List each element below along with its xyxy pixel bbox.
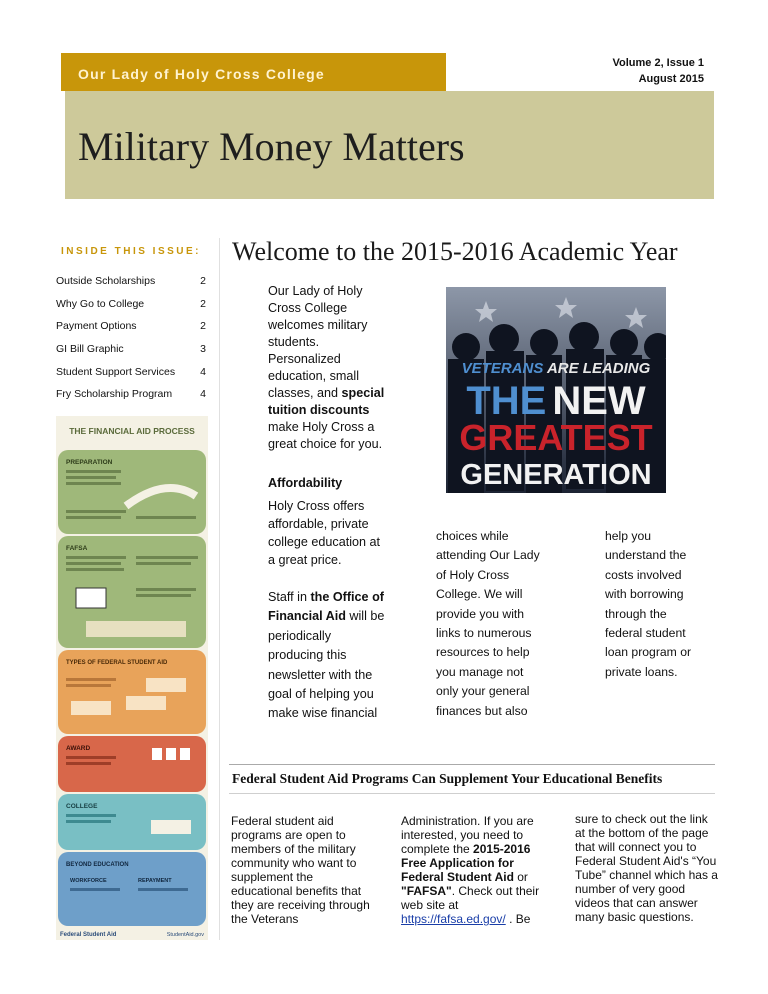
affordability-heading: Affordability <box>268 476 343 490</box>
section-beyond: BEYOND EDUCATION <box>66 862 129 868</box>
table-of-contents <box>56 270 206 406</box>
section-repayment: REPAYMENT <box>138 878 172 884</box>
toc-page: 2 <box>200 297 206 310</box>
toc-item[interactable] <box>56 360 206 383</box>
fafsa-application-name: 2015-2016 Free Application for Federal Student Aid <box>401 842 531 884</box>
intro-paragraph <box>268 283 386 453</box>
fafsa-acronym: "FAFSA" <box>401 884 452 898</box>
federal-col2-or: or <box>513 870 528 884</box>
studentaid-url: StudentAid.gov <box>166 932 204 938</box>
federal-aid-heading: Federal Student Aid Programs Can Supplement Your Educational Benefits <box>232 771 663 786</box>
section-workforce: WORKFORCE <box>70 878 107 884</box>
federal-col2-end: . Be <box>505 912 531 926</box>
toc-page: 3 <box>200 343 206 356</box>
toc-label: Student Support Services <box>56 365 176 378</box>
affordability-text: Holy Cross offers affordable, private college education at a great price. <box>268 499 381 567</box>
intro-bold: special tuition discounts <box>268 386 385 417</box>
toc-label: Outside Scholarships <box>56 275 156 288</box>
infographic-title: THE FINANCIAL AID PROCESS <box>69 426 195 436</box>
welcome-heading: Welcome to the 2015-2016 Academic Year <box>232 237 678 266</box>
staff-text: Staff in <box>268 590 311 604</box>
veterans-poster-image <box>446 287 666 493</box>
toc-label: Payment Options <box>56 320 137 333</box>
welcome-column-1 <box>268 283 386 724</box>
section-rule-top <box>229 764 715 765</box>
section-fafsa: FAFSA <box>66 545 88 552</box>
federal-student-aid-logo: Federal Student Aid <box>60 932 117 938</box>
section-award: AWARD <box>66 745 91 752</box>
toc-item[interactable] <box>56 315 206 338</box>
toc-item[interactable] <box>56 338 206 361</box>
toc-page: 4 <box>200 365 206 378</box>
toc-label: Why Go to College <box>56 297 145 310</box>
issue-info <box>612 55 704 87</box>
staff-paragraph <box>268 588 386 724</box>
section-rule-bottom <box>229 793 715 794</box>
date-label: August 2015 <box>638 73 704 85</box>
volume-label: Volume 2, Issue 1 <box>612 57 704 69</box>
toc-page: 4 <box>200 388 206 401</box>
toc-item[interactable] <box>56 383 206 406</box>
federal-col2-text-2: . Check out their web site at <box>401 884 540 912</box>
inside-issue-heading: INSIDE THIS ISSUE: <box>61 246 202 257</box>
federal-column-3: sure to check out the link at the bottom of the page that will connect you to Federal Student Aid's “You Tube” channel which has a number of very good videos that can answer many basic questions. <box>575 812 718 924</box>
staff-bold: the Office of Financial Aid <box>268 590 384 624</box>
title-band <box>65 91 714 199</box>
financial-aid-process-infographic <box>56 416 208 940</box>
toc-label: Fry Scholarship Program <box>56 388 173 401</box>
fafsa-link[interactable]: https://fafsa.ed.gov/ <box>401 912 506 926</box>
toc-page: 2 <box>200 275 206 288</box>
welcome-column-2: choices while attending Our Lady of Holy Cross College. We will provide you with links to numerous resources to help you manage not only your general finances but also <box>436 529 540 718</box>
federal-col2-text: Administration. If you are interested, you need to complete the <box>401 814 534 856</box>
toc-label: GI Bill Graphic <box>56 343 124 356</box>
toc-item[interactable] <box>56 270 206 293</box>
college-name: Our Lady of Holy Cross College <box>78 66 325 82</box>
federal-column-2 <box>401 814 543 940</box>
intro-text-end: make Holy Cross a great choice for you. <box>268 420 383 451</box>
poster-drawing <box>446 287 666 493</box>
poster-line-2: THE NEW <box>466 379 646 423</box>
section-preparation: PREPARATION <box>66 459 113 466</box>
newsletter-title: Military Money Matters <box>78 124 465 169</box>
poster-line-3: GREATEST <box>459 417 653 458</box>
section-college: COLLEGE <box>66 803 98 810</box>
college-banner <box>61 53 446 91</box>
section-types-of-aid: TYPES OF FEDERAL STUDENT AID <box>66 660 168 666</box>
toc-page: 2 <box>200 320 206 333</box>
intro-text: Our Lady of Holy Cross College welcomes military students. Personalized education, small classes, and <box>268 284 368 400</box>
staff-text-end: will be periodically producing this newsletter with the goal of helping you make wise financial <box>268 609 385 721</box>
column-divider <box>219 238 220 940</box>
poster-line-4: GENERATION <box>460 459 652 491</box>
infographic-drawing <box>56 416 208 940</box>
federal-column-1: Federal student aid programs are open to members of the military community who want to supplement the educational benefits that they are receiving through the Veterans <box>231 814 370 926</box>
poster-line-1: VETERANS ARE LEADING <box>461 360 651 377</box>
toc-item[interactable] <box>56 293 206 316</box>
welcome-column-3: help you understand the costs involved with borrowing through the federal student loan program or private loans. <box>605 529 692 679</box>
